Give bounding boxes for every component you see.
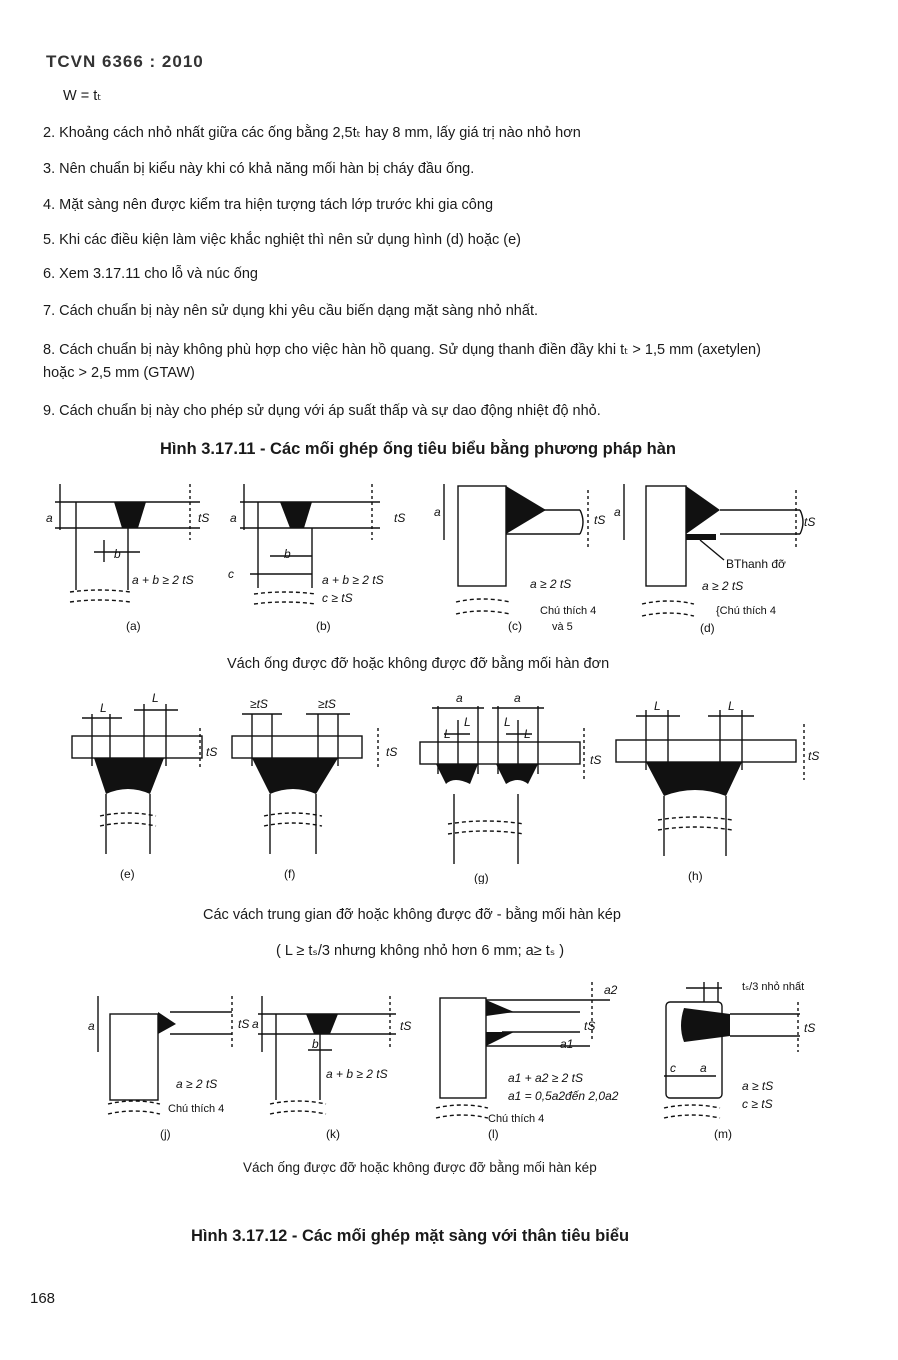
g-a-1: a: [456, 691, 463, 705]
h-L-2: L: [728, 699, 735, 713]
c-formula: a ≥ 2 tS: [530, 577, 572, 591]
c-note-1: Chú thích 4: [540, 605, 597, 617]
b-formula-1: a + b ≥ 2 tS: [322, 573, 384, 587]
k-formula: a + b ≥ 2 tS: [326, 1067, 388, 1081]
row1-diagrams: [0, 470, 898, 650]
sublabel-h: (h): [688, 869, 703, 883]
j-note: Chú thích 4: [168, 1103, 225, 1115]
b-dim-a: a: [230, 511, 237, 525]
m-ts: tS: [804, 1021, 816, 1035]
d-dim-ts: tS: [804, 515, 816, 529]
d-dim-a: a: [614, 505, 621, 519]
sublabel-k: (k): [326, 1127, 340, 1141]
m-formula-1: a ≥ tS: [742, 1079, 774, 1093]
b-dim-c: c: [228, 567, 234, 581]
row2-caption: Các vách trung gian đỡ hoặc không được đỡ - bằng mối hàn kép: [203, 907, 621, 923]
f-ge-ts-2: ≥tS: [318, 697, 336, 711]
sublabel-m: (m): [714, 1127, 732, 1141]
sublabel-l: (l): [488, 1127, 499, 1141]
m-formula-2: c ≥ tS: [742, 1097, 773, 1111]
e-L-1: L: [100, 701, 107, 715]
note-6: 6. Xem 3.17.11 cho lỗ và núc ống: [43, 266, 258, 282]
row3-diagrams: [0, 972, 898, 1152]
sublabel-b: (b): [316, 619, 331, 633]
sublabel-j: (j): [160, 1127, 171, 1141]
document-header: TCVN 6366 : 2010: [46, 52, 204, 71]
note-4: 4. Mặt sàng nên được kiểm tra hiện tượng tách lớp trước khi gia công: [43, 197, 494, 213]
h-ts: tS: [808, 749, 820, 763]
g-L-3: L: [444, 727, 451, 741]
note-8-cont: hoặc > 2,5 mm (GTAW): [43, 365, 195, 381]
m-c: c: [670, 1061, 676, 1075]
f-ts: tS: [386, 745, 398, 759]
note-5: 5. Khi các điều kiện làm việc khắc nghiệt thì nên sử dụng hình (d) hoặc (e): [43, 232, 522, 248]
b-dim-ts: tS: [394, 511, 406, 525]
c-dim-a: a: [434, 505, 441, 519]
page-number: 168: [30, 1290, 56, 1307]
a-formula: a + b ≥ 2 tS: [132, 573, 194, 587]
note-w: W = tₜ: [63, 88, 102, 104]
row3-caption: Vách ống được đỡ hoặc không được đỡ bằng mối hàn kép: [243, 1160, 597, 1175]
sublabel-c: (c): [508, 619, 522, 633]
k-a: a: [252, 1017, 259, 1031]
a-dim-a: a: [46, 511, 53, 525]
m-top-note: tₛ/3 nhỏ nhất: [742, 981, 805, 993]
sublabel-d: (d): [700, 621, 715, 635]
sublabel-e: (e): [120, 867, 135, 881]
sublabel-g: (g): [474, 871, 489, 884]
b-formula-2: c ≥ tS: [322, 591, 353, 605]
sublabel-a: (a): [126, 619, 141, 633]
figure-caption-3-17-12: Hình 3.17.12 - Các mối ghép mặt sàng với thân tiêu biểu: [191, 1227, 630, 1245]
h-L-1: L: [654, 699, 661, 713]
j-formula: a ≥ 2 tS: [176, 1077, 218, 1091]
l-ts: tS: [584, 1019, 596, 1033]
g-a-2: a: [514, 691, 521, 705]
k-ts: tS: [400, 1019, 412, 1033]
g-L-1: L: [464, 715, 471, 729]
figure-caption-3-17-11: Hình 3.17.11 - Các mối ghép ống tiêu biểu bằng phương pháp hàn: [160, 440, 676, 458]
l-note: Chú thích 4: [488, 1113, 545, 1125]
note-9: 9. Cách chuẩn bị này cho phép sử dụng với áp suất thấp và sự dao động nhiệt độ nhỏ.: [43, 403, 601, 419]
j-ts: tS: [238, 1017, 250, 1031]
note-3: 3. Nên chuẩn bị kiểu này khi có khả năng mối hàn bị cháy đầu ống.: [43, 161, 475, 177]
l-a1: a1: [560, 1037, 574, 1051]
l-formula-1: a1 + a2 ≥ 2 tS: [508, 1071, 583, 1085]
note-8: 8. Cách chuẩn bị này không phù hợp cho việc hàn hồ quang. Sử dụng thanh điền đầy khi tₜ > 1,5 mm (axetylen): [43, 342, 761, 358]
a-dim-ts: tS: [198, 511, 210, 525]
b-dim-b: b: [284, 547, 291, 561]
l-formula-2: a1 = 0,5a2đến 2,0a2: [508, 1089, 619, 1103]
f-ge-ts-1: ≥tS: [250, 697, 268, 711]
e-ts: tS: [206, 745, 218, 759]
c-dim-ts: tS: [594, 513, 606, 527]
j-a: a: [88, 1019, 95, 1033]
row2-diagrams: [0, 684, 898, 884]
m-a: a: [700, 1061, 707, 1075]
a-dim-b: b: [114, 547, 121, 561]
g-L-4: L: [524, 727, 531, 741]
g-ts: tS: [590, 753, 602, 767]
d-formula: a ≥ 2 tS: [702, 579, 744, 593]
row2-condition: ( L ≥ tₛ/3 nhưng không nhỏ hơn 6 mm; a≥ tₛ ): [276, 943, 565, 959]
k-b: b: [312, 1037, 319, 1051]
g-L-2: L: [504, 715, 511, 729]
row1-caption: Vách ống được đỡ hoặc không được đỡ bằng mối hàn đơn: [227, 656, 610, 672]
e-L-2: L: [152, 691, 159, 705]
l-a2: a2: [604, 983, 618, 997]
note-2: 2. Khoảng cách nhỏ nhất giữa các ống bằng 2,5tₜ hay 8 mm, lấy giá trị nào nhỏ hơn: [43, 125, 581, 141]
note-7: 7. Cách chuẩn bị này nên sử dụng khi yêu cầu biến dạng mặt sàng nhỏ nhất.: [43, 303, 538, 319]
sublabel-f: (f): [284, 867, 296, 881]
d-note: {Chú thích 4: [716, 605, 776, 617]
d-support-label: BThanh đỡ: [726, 557, 786, 571]
c-note-2: và 5: [552, 621, 573, 633]
